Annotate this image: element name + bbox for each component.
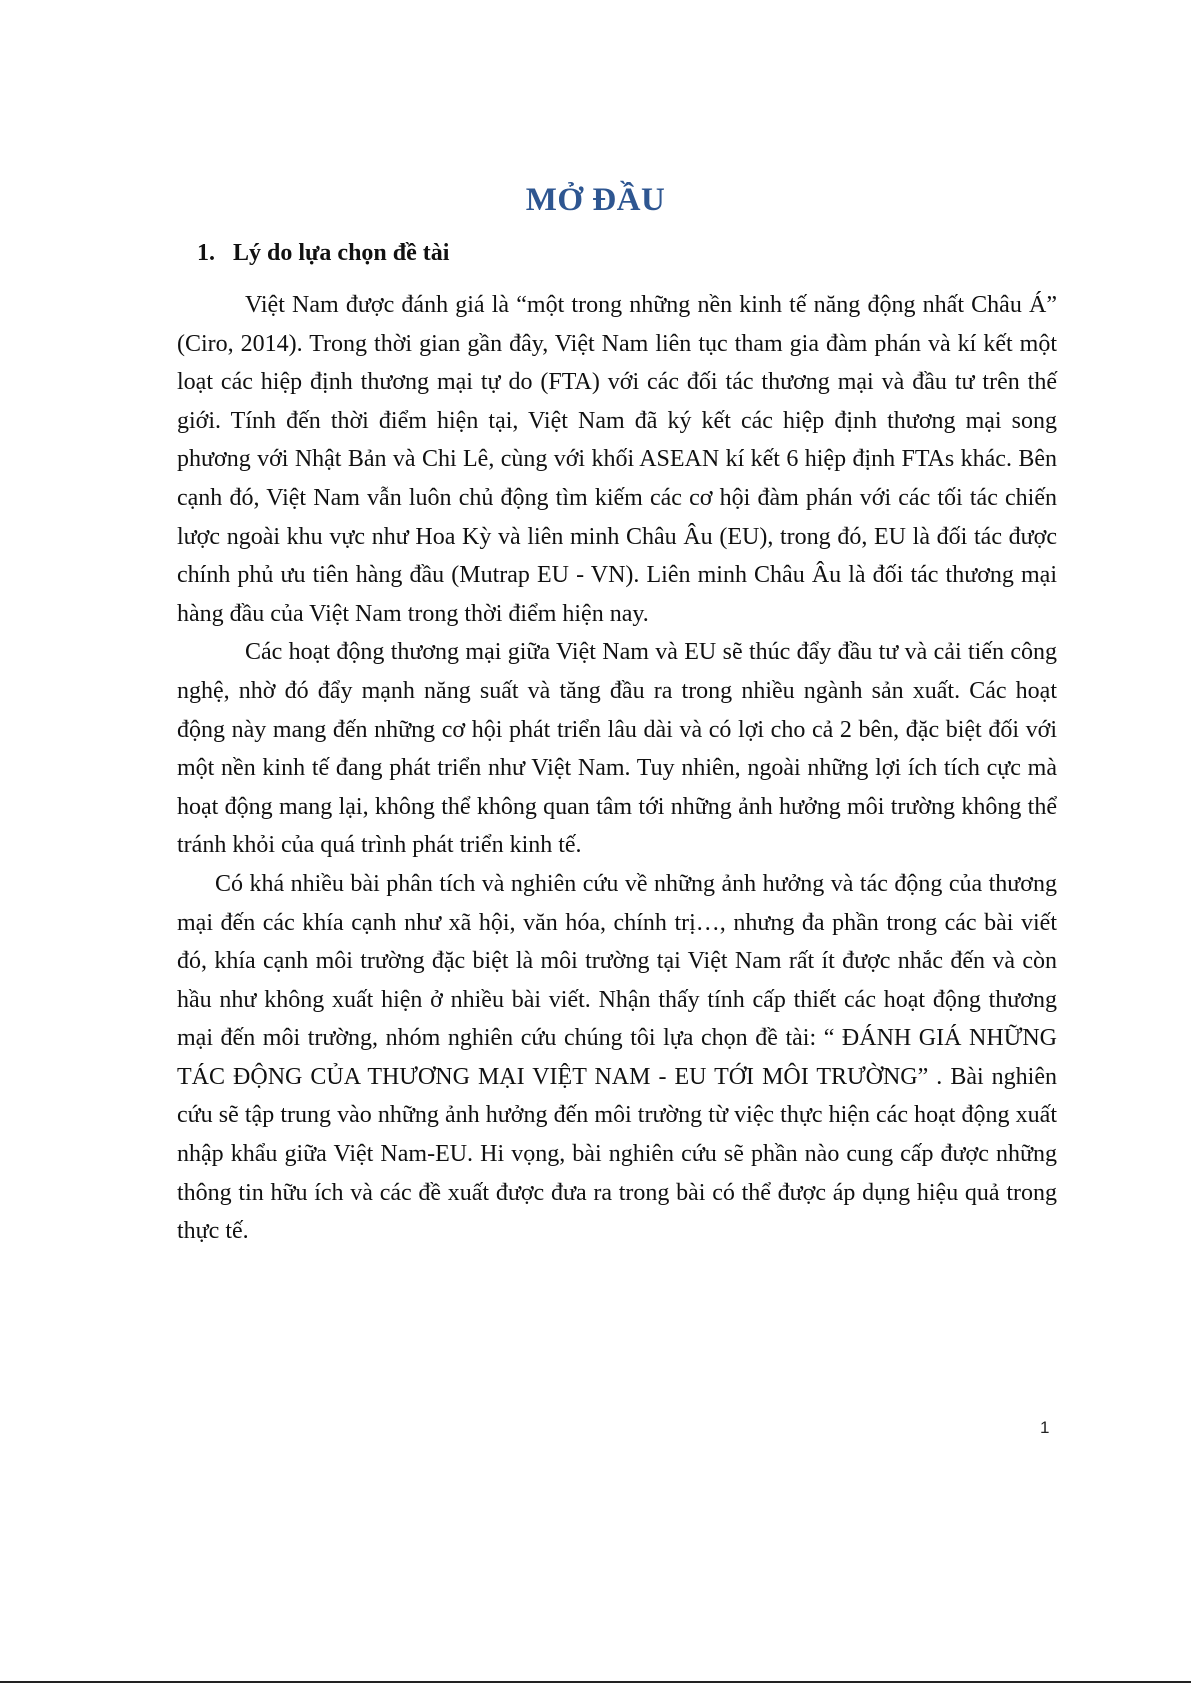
paragraph-3: Có khá nhiều bài phân tích và nghiên cứu về những ảnh hưởng và tác động của thương mại đến các khía cạnh như xã hội, văn hóa, chính trị…, nhưng đa phần trong các bài viết đó, khía cạnh môi trường đặc biệt là môi trường tại Việt Nam rất ít được nhắc đến và còn hầu như không xuất hiện ở nhiều bài viết. Nhận thấy tính cấp thiết các hoạt động thương mại đến môi trường, nhóm nghiên cứu chúng tôi lựa chọn đề tài: “ ĐÁNH GIÁ NHỮNG TÁC ĐỘNG CỦA THƯƠNG MẠI VIỆT NAM - EU TỚI MÔI TRƯỜNG” . Bài nghiên cứu sẽ tập trung vào những ảnh hưởng đến môi trường từ việc thực hiện các hoạt động xuất nhập khẩu giữa Việt Nam-EU. Hi vọng, bài nghiên cứu sẽ phần nào cung cấp được những thông tin hữu ích và các đề xuất được đưa ra trong bài có thể được áp dụng hiệu quả trong thực tế.	[177, 870, 1057, 1245]
body-text	[177, 286, 1057, 1251]
paragraph-2: Các hoạt động thương mại giữa Việt Nam và EU sẽ thúc đẩy đầu tư và cải tiến công nghệ, nhờ đó đẩy mạnh năng suất và tăng đầu ra trong nhiều ngành sản xuất. Các hoạt động này mang đến những cơ hội phát triển lâu dài và có lợi cho cả 2 bên, đặc biệt đối với một nền kinh tế đang phát triển như Việt Nam. Tuy nhiên, ngoài những lợi ích tích cực mà hoạt động mang lại, không thể không quan tâm tới những ảnh hưởng môi trường không thể tránh khỏi của quá trình phát triển kinh tế.	[177, 639, 1057, 859]
section-heading-text: Lý do lựa chọn đề tài	[233, 240, 450, 266]
paragraph-1: Việt Nam được đánh giá là “một trong những nền kinh tế năng động nhất Châu Á” (Ciro, 2014). Trong thời gian gần đây, Việt Nam liên tục tham gia đàm phán và kí kết một loạt các hiệp định thương mại tự do (FTA) với các đối tác thương mại và đầu tư trên thế giới. Tính đến thời điểm hiện tại, Việt Nam đã ký kết các hiệp định thương mại song phương với Nhật Bản và Chi Lê, cùng với khối ASEAN kí kết 6 hiệp định FTAs khác. Bên cạnh đó, Việt Nam vẫn luôn chủ động tìm kiếm các cơ hội đàm phán với các tối tác chiến lược ngoài khu vực như Hoa Kỳ và liên minh Châu Âu (EU), trong đó, EU là đối tác được chính phủ ưu tiên hàng đầu (Mutrap EU - VN). Liên minh Châu Âu là đối tác thương mại hàng đầu của Việt Nam trong thời điểm hiện nay.	[177, 292, 1057, 627]
bottom-divider	[0, 1681, 1191, 1683]
section-heading	[197, 240, 449, 267]
section-number: 1.	[197, 240, 215, 266]
page-title: MỞ ĐẦU	[525, 182, 666, 218]
page-number: 1	[1040, 1418, 1050, 1437]
